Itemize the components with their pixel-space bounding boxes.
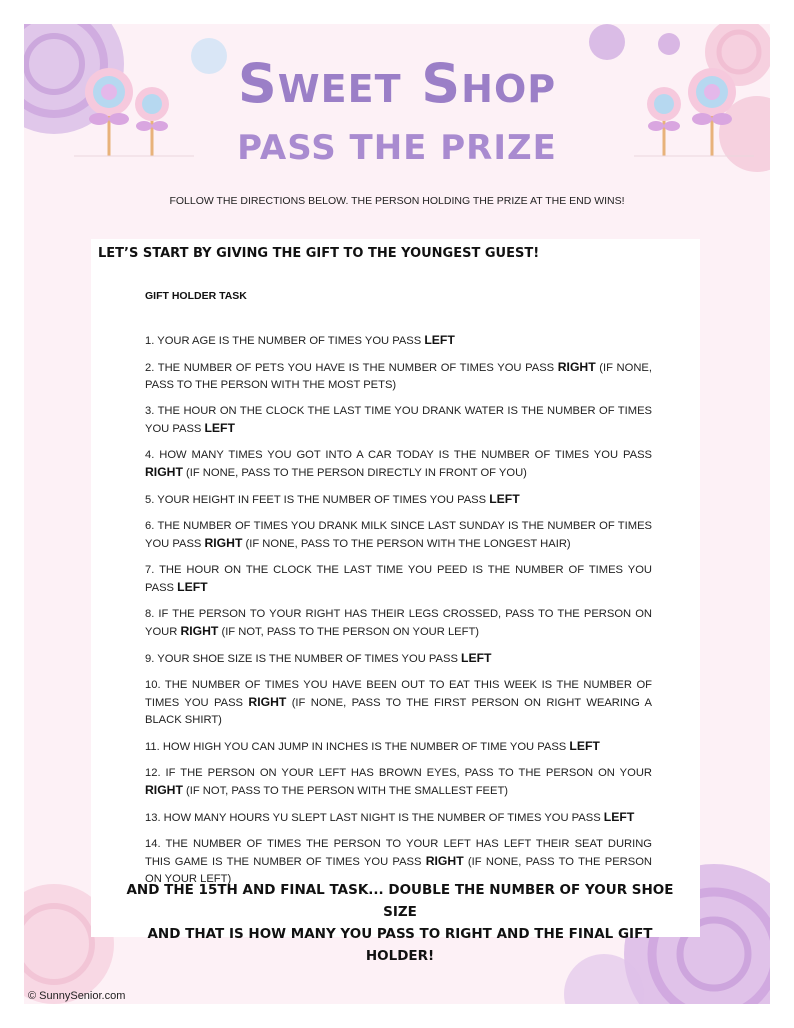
task-item <box>145 765 652 800</box>
final-task-line: AND THE 15TH AND FINAL TASK... DOUBLE THE NUMBER OF YOUR SHOE SIZE <box>126 882 674 920</box>
task-item <box>145 491 652 509</box>
page-subtitle: PASS THE PRIZE <box>237 128 557 168</box>
task-text: 5. YOUR HEIGHT IN FEET IS THE NUMBER OF TIMES YOU PASS <box>145 494 490 506</box>
task-text: 11. HOW HIGH YOU CAN JUMP IN INCHES IS THE NUMBER OF TIME YOU PASS <box>145 741 570 753</box>
task-direction: RIGHT <box>248 695 287 709</box>
task-direction: LEFT <box>603 810 635 824</box>
task-item <box>145 332 652 350</box>
task-text: 2. THE NUMBER OF PETS YOU HAVE IS THE NUMBER OF TIMES YOU PASS <box>145 362 558 374</box>
final-task <box>120 879 680 967</box>
task-text: 7. THE HOUR ON THE CLOCK THE LAST TIME YOU PEED IS THE NUMBER OF TIMES YOU PASS <box>145 564 652 594</box>
task-direction: RIGHT <box>425 854 464 868</box>
task-item <box>145 447 652 482</box>
task-text: 3. THE HOUR ON THE CLOCK THE LAST TIME YOU DRANK WATER IS THE NUMBER OF TIMES YOU PASS <box>145 405 652 435</box>
task-direction: RIGHT <box>204 536 243 550</box>
task-direction: RIGHT <box>145 465 183 479</box>
task-item <box>145 738 652 756</box>
task-note: (IF NONE, PASS TO THE PERSON ON YOUR LEFT) <box>145 856 652 885</box>
task-note: (IF NONE, PASS TO THE PERSON WITH THE LONGEST HAIR) <box>242 538 571 550</box>
task-note: (IF NOT, PASS TO THE PERSON WITH THE SMALLEST FEET) <box>182 785 509 797</box>
task-list-heading: GIFT HOLDER TASK <box>145 290 247 302</box>
task-text: 6. THE NUMBER OF TIMES YOU DRANK MILK SINCE LAST SUNDAY IS THE NUMBER OF TIMES YOU PASS <box>145 520 652 550</box>
task-text: 9. YOUR SHOE SIZE IS THE NUMBER OF TIMES YOU PASS <box>145 653 462 665</box>
task-direction: RIGHT <box>145 783 183 797</box>
task-item <box>145 809 652 827</box>
page-title: Sweet Shop <box>237 52 557 115</box>
task-list <box>145 332 652 897</box>
task-note: (IF NONE, PASS TO THE PERSON DIRECTLY IN FRONT OF YOU) <box>182 467 527 479</box>
final-task-line: AND THAT IS HOW MANY YOU PASS TO RIGHT AND THE FINAL GIFT HOLDER! <box>147 926 653 964</box>
task-text: 1. YOUR AGE IS THE NUMBER OF TIMES YOU PASS <box>145 335 425 347</box>
task-text: 13. HOW MANY HOURS YU SLEPT LAST NIGHT IS THE NUMBER OF TIMES YOU PASS <box>145 812 604 824</box>
task-direction: LEFT <box>424 333 455 347</box>
intro-text: FOLLOW THE DIRECTIONS BELOW. THE PERSON HOLDING THE PRIZE AT THE END WINS! <box>169 195 625 207</box>
task-note: (IF NOT, PASS TO THE PERSON ON YOUR LEFT) <box>218 626 480 638</box>
task-text: 8. IF THE PERSON TO YOUR RIGHT HAS THEIR LEGS CROSSED, PASS TO THE PERSON ON YOUR <box>145 608 652 638</box>
task-direction: LEFT <box>569 739 600 753</box>
task-item <box>145 359 652 394</box>
copyright-text: © SunnySenior.com <box>28 990 126 1002</box>
task-item <box>145 562 652 597</box>
task-item <box>145 606 652 641</box>
task-direction: RIGHT <box>557 360 596 374</box>
task-item <box>145 403 652 438</box>
task-direction: LEFT <box>177 580 208 594</box>
task-note: (IF NONE, PASS TO THE FIRST PERSON ON RIGHT WEARING A BLACK SHIRT) <box>145 697 652 726</box>
task-direction: LEFT <box>461 651 492 665</box>
task-note: (IF NONE, PASS TO THE PERSON WITH THE MOST PETS) <box>145 362 652 391</box>
section-heading: LET’S START BY GIVING THE GIFT TO THE YOUNGEST GUEST! <box>98 246 540 261</box>
task-text: 14. THE NUMBER OF TIMES THE PERSON TO YOUR LEFT HAS LEFT THEIR SEAT DURING THIS GAME IS THE NUMBER OF TIMES YOU PASS <box>145 838 652 868</box>
task-text: 4. HOW MANY TIMES YOU GOT INTO A CAR TODAY IS THE NUMBER OF TIMES YOU PASS <box>145 449 652 461</box>
task-text: 10. THE NUMBER OF TIMES YOU HAVE BEEN OUT TO EAT THIS WEEK IS THE NUMBER OF TIMES YOU PASS <box>145 679 652 709</box>
task-item <box>145 518 652 553</box>
task-text: 12. IF THE PERSON ON YOUR LEFT HAS BROWN EYES, PASS TO THE PERSON ON YOUR <box>145 767 652 779</box>
task-direction: RIGHT <box>180 624 219 638</box>
task-item <box>145 650 652 668</box>
task-direction: LEFT <box>204 421 235 435</box>
task-direction: LEFT <box>489 492 520 506</box>
task-item <box>145 677 652 729</box>
